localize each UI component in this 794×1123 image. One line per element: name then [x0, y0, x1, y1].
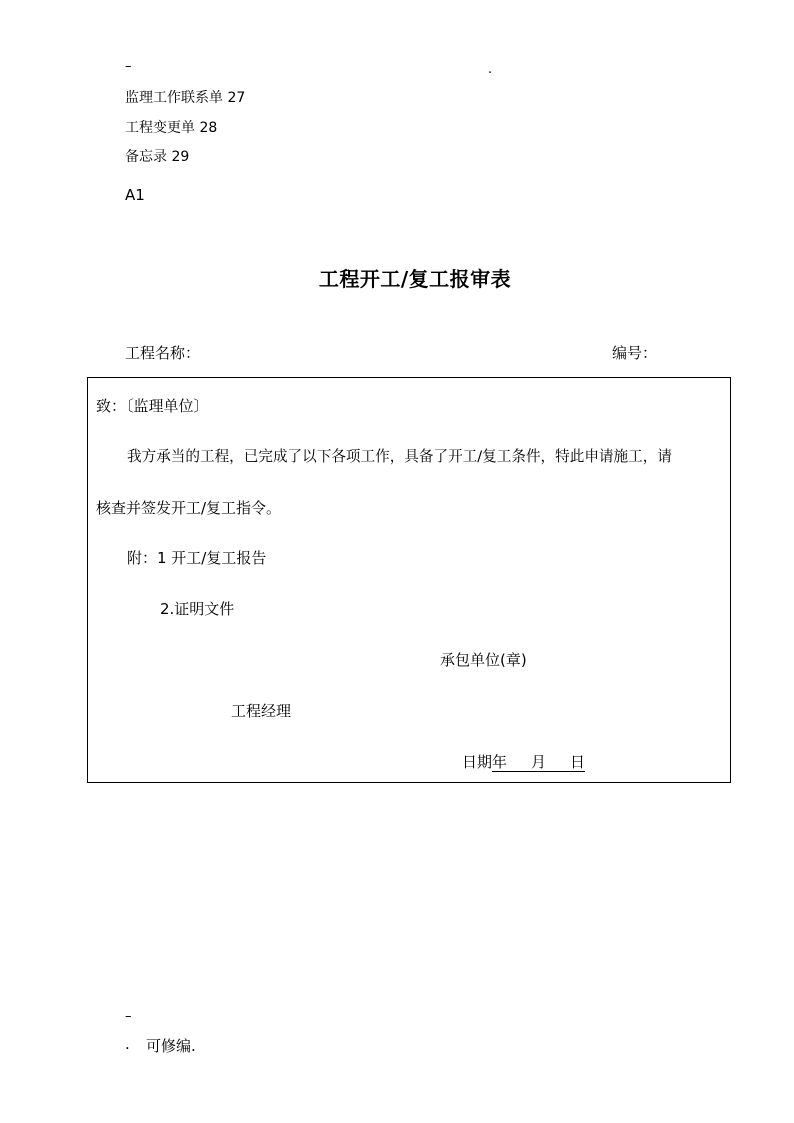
footer-dot: .: [125, 1035, 130, 1053]
date-label: 日期: [462, 753, 493, 771]
contractor-seal-label: 承包单位(章): [440, 651, 527, 669]
footer-text: 可修编.: [146, 1037, 196, 1055]
footer-dash: –: [125, 1009, 132, 1024]
application-form-box: [87, 377, 731, 783]
attachment-item-1: 附：1 开工/复工报告: [127, 549, 267, 567]
page-title: 工程开工/复工报审表: [318, 267, 512, 291]
toc-item-contact-sheet: 监理工作联系单 27: [125, 90, 246, 106]
date-year: 年: [492, 753, 508, 771]
toc-item-change-order: 工程变更单 28: [125, 120, 218, 136]
attachment-item-2: 2.证明文件: [160, 600, 235, 618]
form-code: A1: [125, 186, 145, 204]
number-label: 编号：: [612, 344, 658, 362]
date-month: 月: [531, 753, 547, 771]
date-underline: [492, 754, 585, 772]
request-paragraph-line1: 我方承当的工程，已完成了以下各项工作，具备了开工/复工条件，特此申请施工，请: [127, 448, 672, 465]
header-dot: .: [488, 62, 493, 77]
project-name-label: 工程名称：: [125, 344, 201, 362]
request-paragraph-line2: 核查并签发开工/复工指令。: [96, 499, 282, 517]
project-manager-label: 工程经理: [231, 702, 292, 720]
date-line: [462, 751, 585, 772]
toc-item-memo: 备忘录 29: [125, 149, 190, 165]
to-line: 致：〔监理单位〕: [96, 397, 209, 415]
date-day: 日: [570, 753, 586, 771]
header-dash: –: [125, 59, 132, 74]
